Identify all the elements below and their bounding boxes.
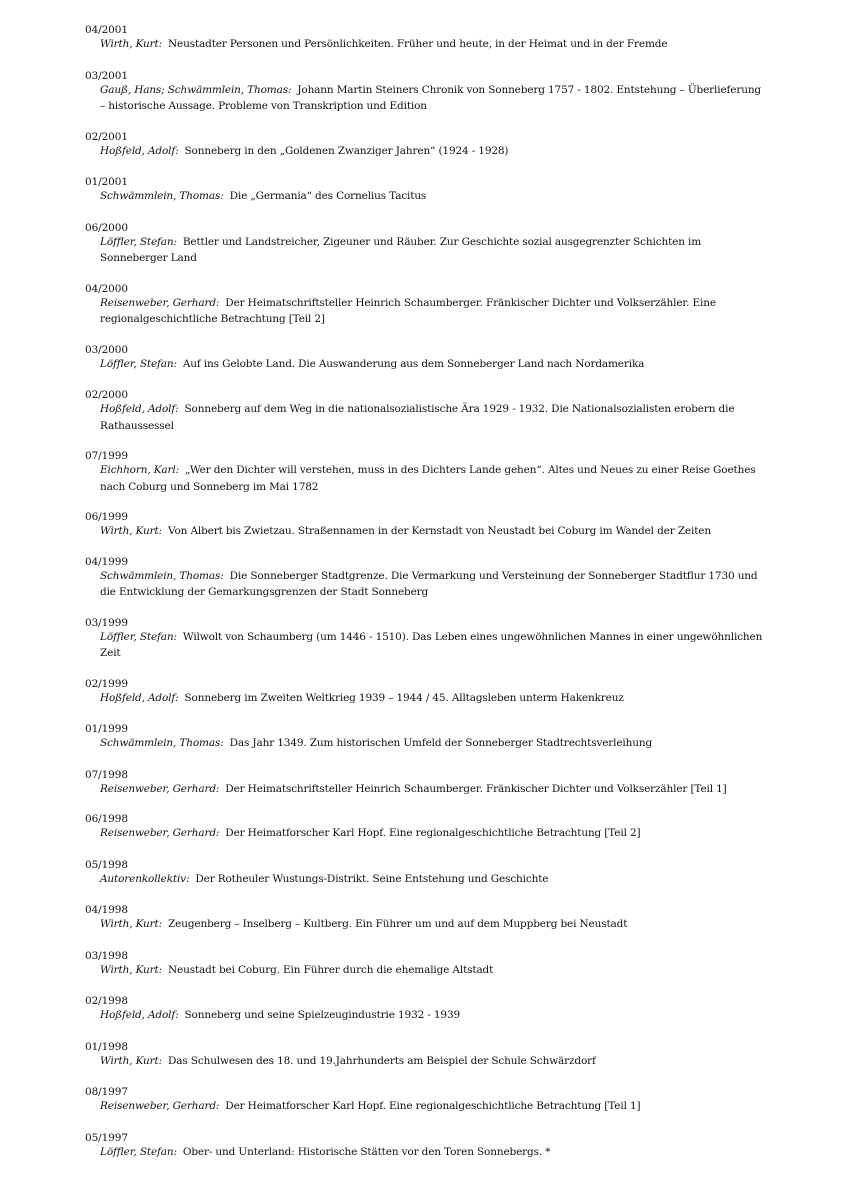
list-item (85, 389, 765, 434)
list-item (85, 556, 765, 601)
entry-title: Der Rotheuler Wustungs-Distrikt. Seine Entstehung und Geschichte (195, 872, 549, 885)
list-item (85, 1086, 765, 1115)
issue-number: 01/1999 (85, 723, 128, 735)
entry-title: Der Heimatforscher Karl Hopf. Eine regionalgeschichtliche Betrachtung [Teil 1] (225, 1100, 641, 1112)
entry-text (85, 735, 765, 752)
author-name: Löffler, Stefan: (100, 357, 177, 370)
list-item (85, 723, 765, 752)
author-name: Eichhorn, Karl: (100, 464, 179, 476)
list-item (85, 283, 765, 328)
entry-text (85, 401, 765, 434)
author-name: Hoßfeld, Adolf: (100, 144, 179, 157)
entry-title: Von Albert bis Zwietzau. Straßennamen in der Kernstadt von Neustadt bei Coburg im Wandel der Zeiten (168, 525, 711, 537)
entry-text (85, 356, 765, 373)
issue-number: 04/1998 (85, 904, 128, 916)
issue-number: 07/1999 (85, 450, 128, 462)
issue-number: 03/1999 (85, 616, 128, 629)
list-item (85, 511, 765, 540)
entry-text (85, 143, 765, 160)
issue-number: 03/1998 (85, 949, 128, 962)
author-name: Löffler, Stefan: (100, 630, 177, 643)
entry-title: Die „Germania“ des Cornelius Tacitus (229, 190, 427, 202)
list-item (85, 678, 765, 707)
entry-text (85, 825, 765, 842)
author-name: Wirth, Kurt: (100, 1054, 162, 1067)
author-name: Reisenweber, Gerhard: (100, 296, 220, 309)
entry-title: Sonneberg und seine Spielzeugindustrie 1932 - 1939 (184, 1009, 461, 1021)
list-item (85, 813, 765, 842)
issue-number: 06/2000 (85, 221, 128, 234)
list-item (85, 176, 765, 205)
issue-number: 03/2001 (85, 69, 128, 82)
author-name: Wirth, Kurt: (100, 918, 162, 930)
entry-title: Zeugenberg – Inselberg – Kultberg. Ein Führer um und auf dem Muppberg bei Neustadt (168, 918, 628, 930)
entry-title: Das Jahr 1349. Zum historischen Umfeld der Sonneberger Stadtrechtsverleihung (229, 737, 653, 749)
entry-text (85, 1098, 765, 1115)
list-item (85, 904, 765, 933)
entry-title: Sonneberg in den „Goldenen Zwanziger Jahren“ (1924 - 1928) (184, 144, 509, 157)
issue-number: 04/2000 (85, 282, 128, 295)
issue-number: 03/2000 (85, 343, 128, 356)
entry-title: Johann Martin Steiners Chronik von Sonneberg 1757 - 1802. Entstehung – Überlieferung – historische Aussage. Probleme von Transkription und Edition (100, 83, 761, 112)
issue-number: 01/1998 (85, 1040, 128, 1053)
issue-number: 04/2001 (85, 24, 128, 36)
entry-text (85, 82, 765, 115)
list-item (85, 1132, 765, 1161)
issue-number: 05/1997 (85, 1131, 128, 1144)
issue-number: 04/1999 (85, 555, 128, 568)
list-item (85, 131, 765, 160)
entry-title: Neustadt bei Coburg. Ein Führer durch die ehemalige Altstadt (168, 963, 494, 976)
entry-title: Sonneberg auf dem Weg in die nationalsozialistische Ära 1929 - 1932. Die Nationalsozialisten erobern die Rathaussessel (100, 403, 735, 432)
entry-title: Der Heimatforscher Karl Hopf. Eine regionalgeschichtliche Betrachtung [Teil 2] (225, 827, 641, 839)
author-name: Gauß, Hans; Schwämmlein, Thomas: (100, 83, 292, 96)
entry-text (85, 916, 765, 933)
author-name: Schwämmlein, Thomas: (100, 190, 224, 202)
entry-title: Der Heimatschriftsteller Heinrich Schaumberger. Fränkischer Dichter und Volkserzähler [Teil 1] (225, 782, 727, 795)
entry-title: Ober- und Unterland: Historische Stätten vor den Toren Sonnebergs. * (182, 1145, 551, 1158)
entry-text (85, 781, 765, 798)
entry-text (85, 1007, 765, 1024)
author-name: Schwämmlein, Thomas: (100, 737, 224, 749)
author-name: Hoßfeld, Adolf: (100, 403, 179, 415)
list-item (85, 950, 765, 979)
author-name: Löffler, Stefan: (100, 235, 177, 248)
issue-number: 05/1998 (85, 858, 128, 871)
entry-title: Das Schulwesen des 18. und 19.Jahrhunderts am Beispiel der Schule Schwärzdorf (168, 1054, 596, 1067)
entry-title: Wilwolt von Schaumberg (um 1446 - 1510). Das Leben eines ungewöhnlichen Mannes in einer ungewöhnlichen Zeit (100, 630, 763, 659)
entry-text (85, 962, 765, 979)
author-name: Autorenkollektiv: (100, 872, 190, 885)
list-item (85, 769, 765, 798)
entry-text (85, 523, 765, 540)
author-name: Hoßfeld, Adolf: (100, 691, 179, 704)
entry-text (85, 36, 765, 53)
entry-title: „Wer den Dichter will verstehen, muss in des Dichters Lande gehen“. Altes und Neues zu einer Reise Goethes nach Coburg und Sonneberg im Mai 1782 (100, 464, 756, 493)
list-item (85, 344, 765, 373)
list-item (85, 222, 765, 267)
entry-title: Bettler und Landstreicher, Zigeuner und Räuber. Zur Geschichte sozial ausgegrenzter Schichten im Sonneberger Land (100, 235, 702, 264)
issue-number: 06/1999 (85, 511, 128, 523)
entry-text (85, 629, 765, 662)
issue-number: 07/1998 (85, 768, 128, 781)
entry-title: Die Sonneberger Stadtgrenze. Die Vermarkung und Versteinung der Sonneberger Stadtflur 1730 und die Entwicklung der Gemarkungsgrenzen der Stadt Sonneberg (100, 569, 758, 598)
list-item (85, 1041, 765, 1070)
author-name: Wirth, Kurt: (100, 525, 162, 537)
list-item (85, 450, 765, 495)
entry-title: Der Heimatschriftsteller Heinrich Schaumberger. Fränkischer Dichter und Volkserzähler. Eine regionalgeschichtliche Betrachtung [Teil 2] (100, 296, 716, 325)
author-name: Wirth, Kurt: (100, 38, 162, 50)
entry-text (85, 871, 765, 888)
entry-title: Sonneberg im Zweiten Weltkrieg 1939 – 1944 / 45. Alltagsleben unterm Hakenkreuz (184, 691, 624, 704)
author-name: Hoßfeld, Adolf: (100, 1009, 179, 1021)
entry-text (85, 568, 765, 601)
entry-text (85, 295, 765, 328)
publication-list (85, 24, 765, 1177)
entry-title: Neustadter Personen und Persönlichkeiten. Früher und heute, in der Heimat und in der Fremde (168, 38, 668, 50)
author-name: Löffler, Stefan: (100, 1145, 177, 1158)
list-item (85, 617, 765, 662)
entry-title: Auf ins Gelobte Land. Die Auswanderung aus dem Sonneberger Land nach Nordamerika (182, 357, 645, 370)
author-name: Reisenweber, Gerhard: (100, 1100, 220, 1112)
issue-number: 02/1999 (85, 677, 128, 690)
issue-number: 02/1998 (85, 995, 128, 1007)
entry-text (85, 1053, 765, 1070)
author-name: Reisenweber, Gerhard: (100, 827, 220, 839)
author-name: Schwämmlein, Thomas: (100, 569, 224, 582)
issue-number: 06/1998 (85, 813, 128, 825)
list-item (85, 24, 765, 53)
issue-number: 02/2000 (85, 389, 128, 401)
entry-text (85, 690, 765, 707)
list-item (85, 70, 765, 115)
list-item (85, 995, 765, 1024)
author-name: Wirth, Kurt: (100, 963, 162, 976)
entry-text (85, 462, 765, 495)
issue-number: 01/2001 (85, 176, 128, 188)
entry-text (85, 188, 765, 205)
entry-text (85, 1144, 765, 1161)
list-item (85, 859, 765, 888)
entry-text (85, 234, 765, 267)
issue-number: 02/2001 (85, 130, 128, 143)
author-name: Reisenweber, Gerhard: (100, 782, 220, 795)
issue-number: 08/1997 (85, 1086, 128, 1098)
